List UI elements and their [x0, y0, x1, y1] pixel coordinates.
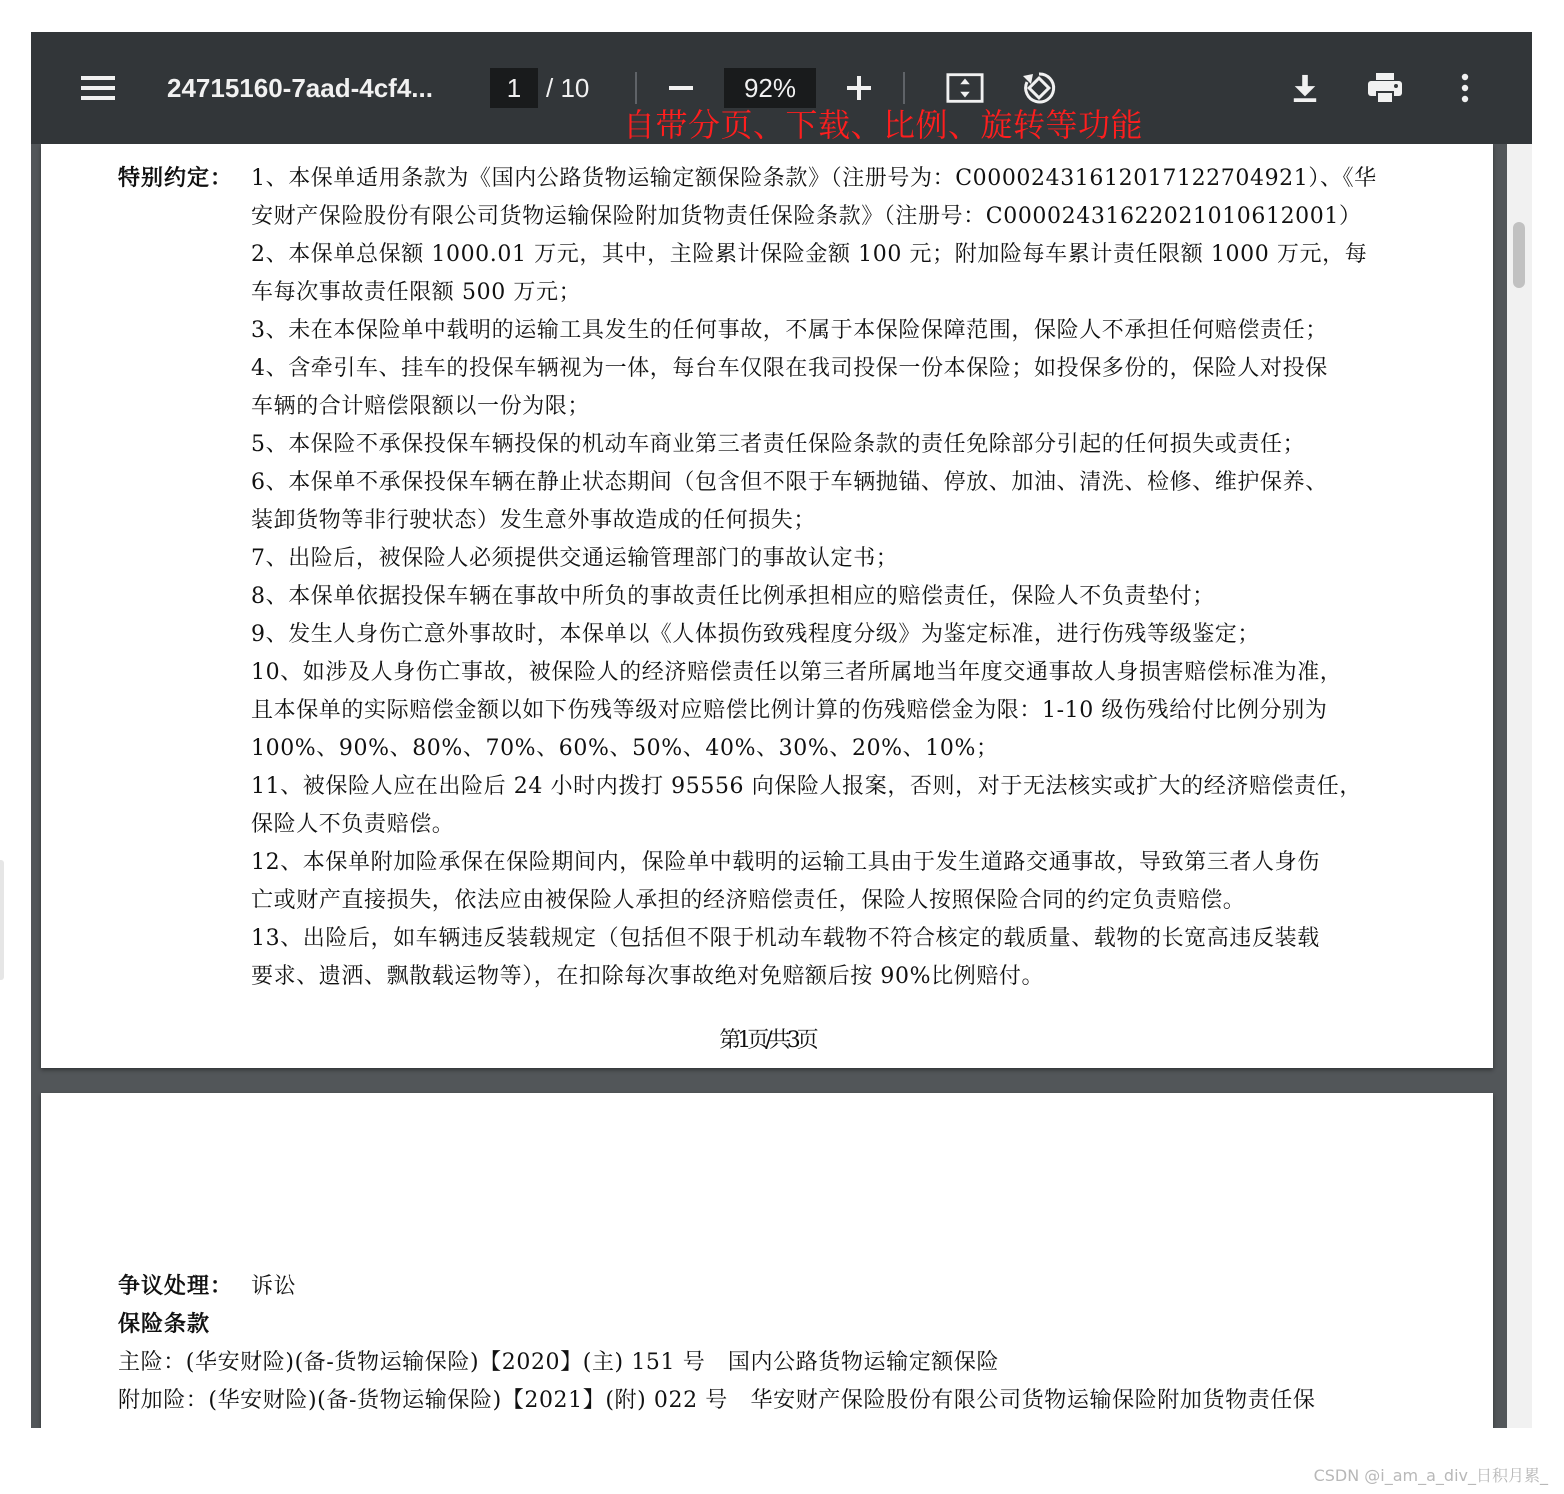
special-terms-line: 5、本保险不承保投保车辆投保的机动车商业第三者责任保险条款的责任免除部分引起的任何损失或责任； [251, 432, 1306, 457]
document-title: 24715160-7aad-4cf4... [167, 73, 433, 103]
plus-icon[interactable] [837, 68, 881, 108]
fit-page-icon[interactable] [943, 68, 987, 108]
watermark: CSDN @i_am_a_div_日积月累_ [1313, 1466, 1548, 1485]
clauses-heading: 保险条款 [118, 1312, 211, 1337]
special-terms-line: 9、发生人身伤亡意外事故时，本保单以《人体损伤致残程度分级》为鉴定标准，进行伤残等级鉴定； [251, 622, 1260, 647]
scrollbar-thumb[interactable] [1513, 222, 1525, 288]
pdf-page-2 [41, 1093, 1493, 1428]
rotate-icon[interactable] [1017, 68, 1061, 108]
scrollbar-track[interactable] [1507, 144, 1532, 1428]
special-terms-line: 6、本保单不承保投保车辆在静止状态期间（包含但不限于车辆抛锚、停放、加油、清洗、检修、维护保养、 [251, 470, 1328, 495]
divider [903, 72, 905, 104]
page-total: / 10 [546, 73, 590, 103]
divider [635, 72, 637, 104]
special-terms-line: 2、本保单总保额 1000.01 万元，其中，主险累计保险金额 100 元；附加险每车累计责任限额 1000 万元，每 [251, 242, 1368, 267]
special-terms-line: 13、出险后，如车辆违反装载规定（包括但不限于机动车载物不符合核定的载质量、载物的长宽高违反装载 [251, 926, 1320, 951]
page-number-input[interactable] [490, 68, 538, 108]
special-terms-line: 安财产保险股份有限公司货物运输保险附加货物责任保险条款》（注册号：C00002431622021010612001） [251, 204, 1362, 229]
special-terms-line: 3、未在本保险单中载明的运输工具发生的任何事故，不属于本保险保障范围，保险人不承担任何赔偿责任； [251, 318, 1328, 343]
special-terms-line: 11、被保险人应在出险后 24 小时内拨打 95556 向保险人报案，否则，对于无法核实或扩大的经济赔偿责任， [251, 774, 1362, 799]
special-terms-line: 8、本保单依据投保车辆在事故中所负的事故责任比例承担相应的赔偿责任，保险人不负责垫付； [251, 584, 1215, 609]
special-terms-line: 7、出险后，被保险人必须提供交通运输管理部门的事故认定书； [251, 546, 899, 571]
dispute-value: 诉讼 [251, 1274, 297, 1299]
download-icon[interactable] [1283, 68, 1327, 108]
page-footer: 第1页/共3页 [719, 1028, 815, 1053]
more-vert-icon[interactable] [1443, 68, 1487, 108]
left-edge-handle [0, 860, 4, 980]
viewer-toolbar [31, 32, 1532, 144]
menu-icon[interactable] [78, 70, 118, 106]
pdf-viewer [31, 32, 1532, 1428]
print-icon[interactable] [1363, 68, 1407, 108]
special-terms-line: 装卸货物等非行驶状态）发生意外事故造成的任何损失； [251, 508, 817, 533]
addon-clause-line: 附加险：(华安财险)(备-货物运输保险)【2021】(附) 022 号 华安财产保险股份有限公司货物运输保险附加货物责任保 [118, 1388, 1316, 1413]
feature-annotation: 自带分页、下载、比例、旋转等功能 [623, 106, 1144, 144]
special-terms-line: 10、如涉及人身伤亡事故，被保险人的经济赔偿责任以第三者所属地当年度交通事故人身损害赔偿标准为准， [251, 660, 1343, 685]
special-terms-line: 且本保单的实际赔偿金额以如下伤残等级对应赔偿比例计算的伤残赔偿金为限：1-10 级伤残给付比例分别为 [251, 698, 1328, 723]
special-terms-line: 4、含牵引车、挂车的投保车辆视为一体，每台车仅限在我司投保一份本保险；如投保多份的，保险人对投保 [251, 356, 1328, 381]
special-terms-line: 要求、遗洒、飘散载运物等），在扣除每次事故绝对免赔额后按 90%比例赔付。 [251, 964, 1045, 989]
special-terms-line: 保险人不负责赔偿。 [251, 812, 455, 837]
dispute-label: 争议处理： [118, 1274, 234, 1299]
special-terms-line: 车辆的合计赔偿限额以一份为限； [251, 394, 591, 419]
minus-icon[interactable] [659, 68, 703, 108]
special-terms-line: 12、本保单附加险承保在保险期间内，保险单中载明的运输工具由于发生道路交通事故，导致第三者人身伤 [251, 850, 1320, 875]
special-terms-line: 亡或财产直接损失，依法应由被保险人承担的经济赔偿责任，保险人按照保险合同的约定负责赔偿。 [251, 888, 1246, 913]
special-terms-line: 1、本保单适用条款为《国内公路货物运输定额保险条款》（注册号为：C00002431612017122704921）、《华 [251, 166, 1377, 191]
special-terms-label: 特别约定： [118, 166, 234, 191]
main-clause-line: 主险：(华安财险)(备-货物运输保险)【2020】(主) 151 号 国内公路货物运输定额保险 [118, 1350, 1000, 1375]
zoom-input[interactable] [724, 68, 816, 108]
pdf-page-1 [41, 144, 1493, 1068]
special-terms-line: 100%、90%、80%、70%、60%、50%、40%、30%、20%、10%； [251, 736, 999, 761]
special-terms-line: 车每次事故责任限额 500 万元； [251, 280, 582, 305]
